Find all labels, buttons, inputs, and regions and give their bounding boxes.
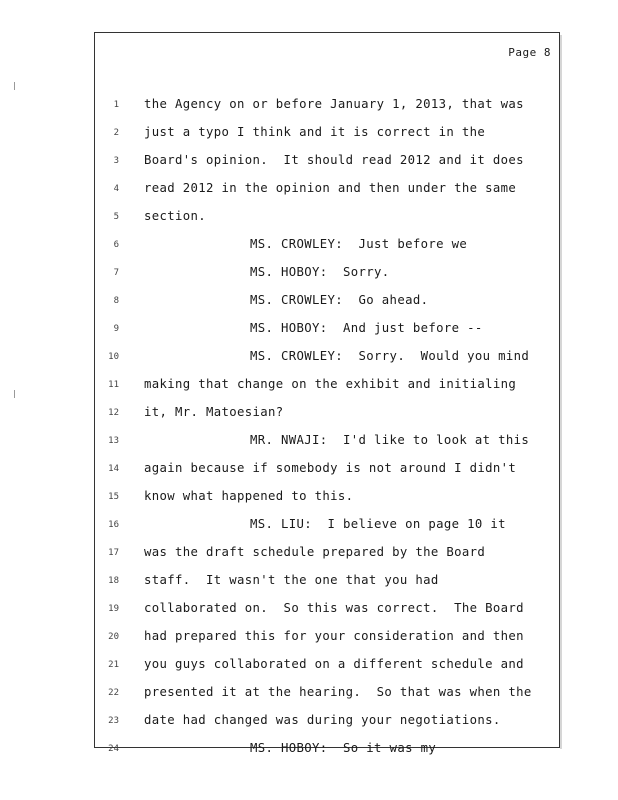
transcript-line: [95, 321, 561, 339]
line-number: 17: [108, 548, 119, 558]
line-number: 12: [108, 408, 119, 418]
line-number: 13: [108, 436, 119, 446]
transcript-line: [95, 125, 561, 143]
line-text: date had changed was during your negotiations.: [144, 713, 501, 727]
line-number: 1: [113, 100, 119, 110]
line-number: 20: [108, 632, 119, 642]
line-number: 7: [113, 268, 119, 278]
line-text: had prepared this for your consideration and then: [144, 629, 524, 643]
line-text: section.: [144, 209, 207, 223]
line-text: making that change on the exhibit and initialing: [144, 377, 517, 391]
transcript-line: [95, 685, 561, 703]
line-number: 23: [108, 716, 119, 726]
line-text: just a typo I think and it is correct in the: [144, 125, 486, 139]
transcript-line: [95, 97, 561, 115]
transcript-line: [95, 545, 561, 563]
line-text: MS. CROWLEY: Just before we: [250, 237, 468, 251]
transcript-line: [95, 629, 561, 647]
transcript-line: [95, 573, 561, 591]
line-number: 15: [108, 492, 119, 502]
transcript-line: [95, 517, 561, 535]
transcript-line: [95, 209, 561, 227]
line-text: MS. LIU: I believe on page 10 it: [250, 517, 506, 531]
line-number: 5: [113, 212, 119, 222]
line-number: 11: [108, 380, 119, 390]
line-number: 2: [113, 128, 119, 138]
transcript-line: [95, 601, 561, 619]
transcript-line: [95, 265, 561, 283]
line-number: 18: [108, 576, 119, 586]
transcript-line: [95, 293, 561, 311]
transcript-line: [95, 741, 561, 759]
line-number: 10: [108, 352, 119, 362]
line-text: presented it at the hearing. So that was when the: [144, 685, 532, 699]
transcript-page: [94, 32, 560, 755]
line-number: 22: [108, 688, 119, 698]
line-text: the Agency on or before January 1, 2013, that was: [144, 97, 524, 111]
transcript-line: [95, 489, 561, 507]
transcript-line: [95, 181, 561, 199]
line-number: 14: [108, 464, 119, 474]
transcript-line: [95, 657, 561, 675]
transcript-line: [95, 713, 561, 731]
line-text: was the draft schedule prepared by the Board: [144, 545, 486, 559]
line-text: read 2012 in the opinion and then under the same: [144, 181, 517, 195]
transcript-line: [95, 461, 561, 479]
line-text: MS. CROWLEY: Go ahead.: [250, 293, 429, 307]
line-number: 19: [108, 604, 119, 614]
transcript-line: [95, 405, 561, 423]
line-text: collaborated on. So this was correct. The Board: [144, 601, 524, 615]
line-text: MS. CROWLEY: Sorry. Would you mind: [250, 349, 530, 363]
transcript-line: [95, 377, 561, 395]
line-text: know what happened to this.: [144, 489, 354, 503]
line-number: 21: [108, 660, 119, 670]
line-text: MS. HOBOY: Sorry.: [250, 265, 390, 279]
page-number: Page 8: [508, 46, 551, 59]
transcript-line: [95, 237, 561, 255]
line-text: MR. NWAJI: I'd like to look at this: [250, 433, 530, 447]
line-text: MS. HOBOY: And just before --: [250, 321, 483, 335]
scan-margin-mark: [14, 82, 18, 90]
line-text: staff. It wasn't the one that you had: [144, 573, 439, 587]
line-number: 4: [113, 184, 119, 194]
line-number: 8: [113, 296, 119, 306]
line-text: MS. HOBOY: So it was my: [250, 741, 437, 755]
line-number: 6: [113, 240, 119, 250]
line-text: Board's opinion. It should read 2012 and it does: [144, 153, 524, 167]
line-number: 9: [113, 324, 119, 334]
line-text: again because if somebody is not around I didn't: [144, 461, 517, 475]
transcript-line: [95, 153, 561, 171]
line-number: 24: [108, 744, 119, 754]
line-number: 3: [113, 156, 119, 166]
line-number: 16: [108, 520, 119, 530]
line-text: you guys collaborated on a different schedule and: [144, 657, 524, 671]
scan-margin-mark: [14, 390, 18, 398]
transcript-line: [95, 433, 561, 451]
transcript-line: [95, 349, 561, 367]
line-text: it, Mr. Matoesian?: [144, 405, 284, 419]
